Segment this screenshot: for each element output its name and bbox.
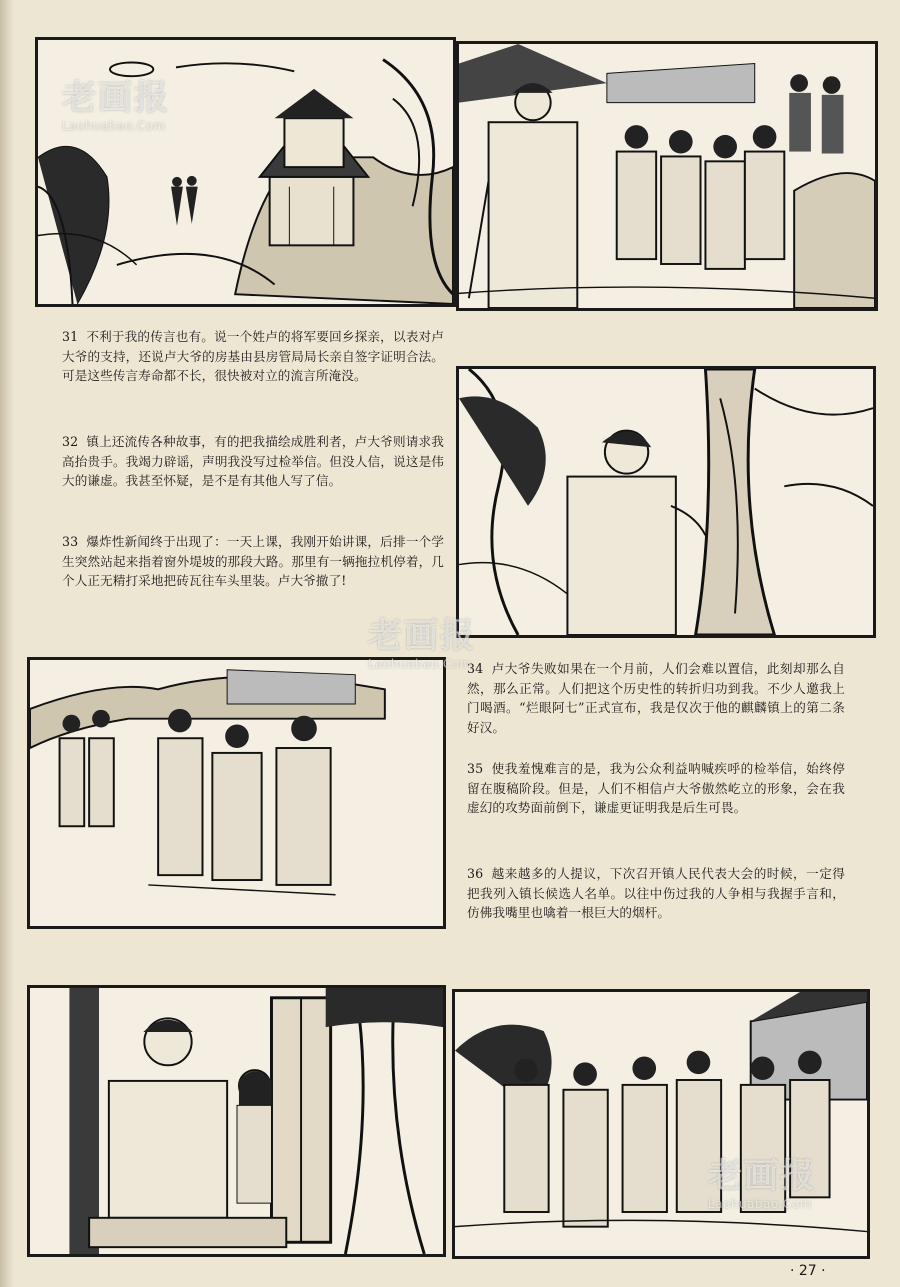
illustration-panel-man-by-tree <box>456 366 876 638</box>
caption-31 <box>62 327 444 386</box>
watermark-url: Laohuabao.Com <box>708 1197 812 1211</box>
page-edge-shadow <box>0 0 14 1287</box>
caption-33 <box>62 532 444 591</box>
watermark-url: Laohuabao.Com <box>368 657 472 671</box>
page-number: · 27 · <box>790 1263 826 1279</box>
caption-text: 不利于我的传言也有。说一个姓卢的将军要回乡探亲，以表对卢大爷的支持，还说卢大爷的房基由县房管局局长亲自签字证明合法。可是这些传言寿命都不长，很快被对立的流言所淹没。 <box>62 329 444 383</box>
caption-35 <box>467 759 845 818</box>
illustration-panel-crowd-handshake <box>452 989 870 1259</box>
watermark-logo-text: 老画报 <box>708 1156 816 1196</box>
caption-text: 镇上还流传各种故事，有的把我描绘成胜利者，卢大爷则请求我高抬贵手。我竭力辟谣，声明我没写过检举信。但没人信，说这是伟大的谦虚。我甚至怀疑，是不是有其他人写了信。 <box>62 434 444 488</box>
illustration-panel-men-talking <box>27 657 446 929</box>
ink-drawing-villagers-group <box>459 44 875 308</box>
ink-drawing-man-at-window <box>30 988 443 1254</box>
caption-number: 32 <box>62 434 79 449</box>
ink-drawing-house-on-rock <box>38 40 453 304</box>
caption-34 <box>467 659 845 737</box>
caption-number: 31 <box>62 329 79 344</box>
caption-text: 卢大爷失败如果在一个月前，人们会难以置信，此刻却那么自然，那么正常。人们把这个历史性的转折归功到我。不少人邀我上门喝酒。“烂眼阿七”正式宣布，我是仅次于他的麒麟镇上的第二条好汉。 <box>467 661 845 735</box>
watermark-url: Laohuabao.Com <box>62 119 166 133</box>
caption-36 <box>467 864 845 923</box>
caption-number: 33 <box>62 534 79 549</box>
watermark-logo-text: 老画报 <box>368 616 476 656</box>
caption-32 <box>62 432 444 491</box>
watermark-logo-text: 老画报 <box>62 78 170 118</box>
illustration-panel-villagers-group <box>456 41 878 311</box>
ink-drawing-crowd-handshake <box>455 992 867 1256</box>
caption-text: 爆炸性新闻终于出现了：一天上课，我刚开始讲课，后排一个学生突然站起来指着窗外堤坡的那段大路。那里有一辆拖拉机停着，几个人正无精打采地把砖瓦往车头里装。卢大爷撤了! <box>62 534 444 588</box>
illustration-panel-man-at-window <box>27 985 446 1257</box>
ink-drawing-men-talking <box>30 660 443 926</box>
caption-number: 36 <box>467 866 484 881</box>
caption-text: 使我羞愧难言的是，我为公众利益呐喊疾呼的检举信，始终停留在腹稿阶段。但是，人们不相信卢大爷傲然屹立的形象，会在我虚幻的攻势面前倒下，谦虚更证明我是后生可畏。 <box>467 761 845 815</box>
ink-drawing-man-by-tree <box>459 369 873 635</box>
illustration-panel-house-on-rock <box>35 37 456 307</box>
caption-number: 35 <box>467 761 484 776</box>
caption-text: 越来越多的人提议，下次召开镇人民代表大会的时候，一定得把我列入镇长候选人名单。以往中伤过我的人争相与我握手言和，仿佛我嘴里也噙着一根巨大的烟杆。 <box>467 866 845 920</box>
caption-number: 34 <box>467 661 484 676</box>
